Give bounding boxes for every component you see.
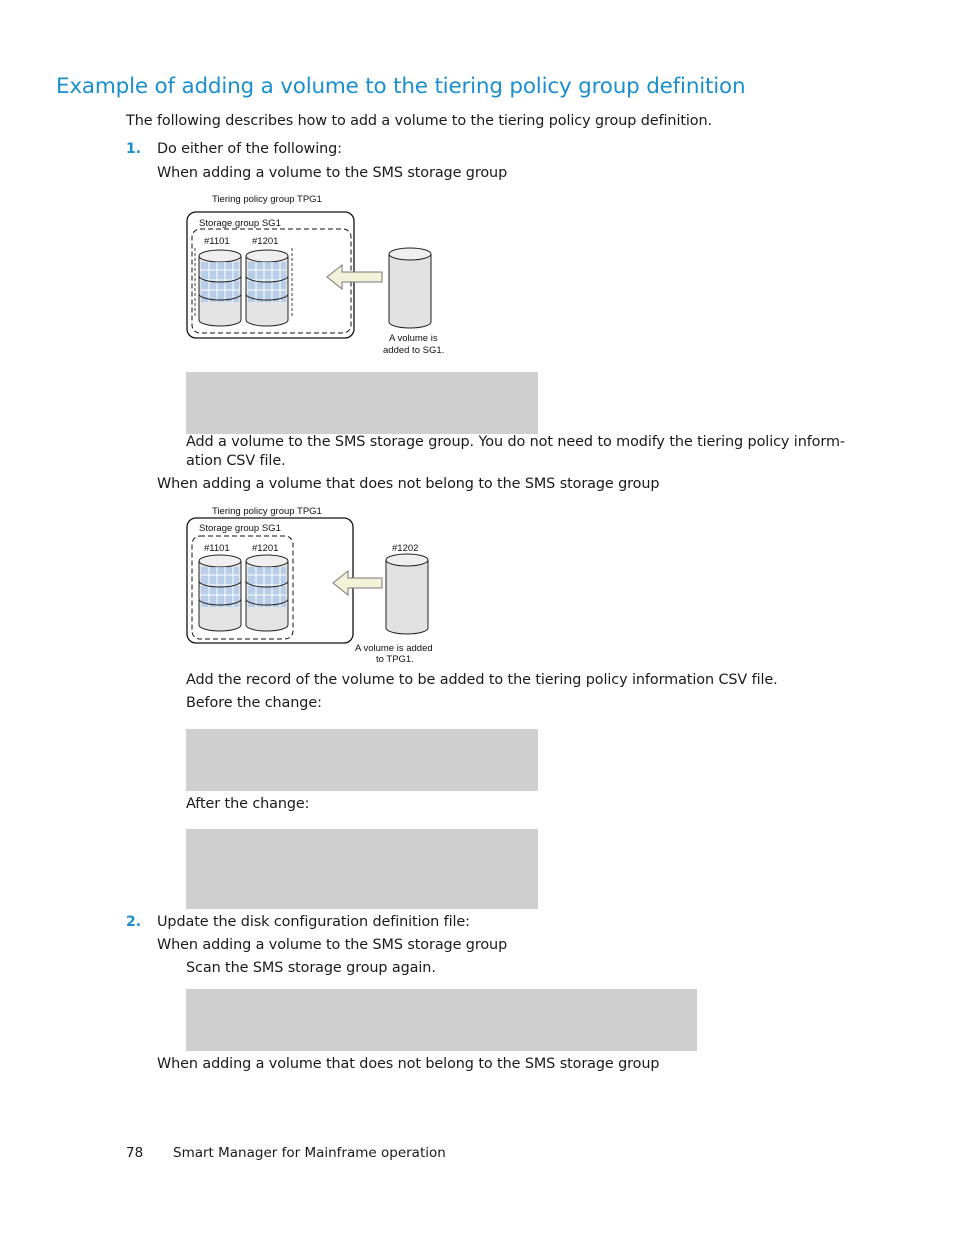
diagram-caption: to TPG1.	[376, 654, 414, 665]
inner-group-label: Storage group SG1	[199, 523, 281, 534]
note-text: ation CSV file.	[186, 453, 286, 469]
volume-label: #1201	[252, 236, 279, 247]
footer-title: Smart Manager for Mainframe operation	[173, 1145, 446, 1161]
volume-label: #1201	[252, 543, 279, 554]
outer-group-label: Tiering policy group TPG1	[212, 194, 322, 205]
diagram-caption: added to SG1.	[383, 345, 445, 356]
step-number: 2.	[126, 914, 142, 930]
code-block	[186, 729, 538, 791]
page-number: 78	[126, 1145, 144, 1161]
inner-group-label: Storage group SG1	[199, 218, 281, 229]
code-block	[186, 829, 538, 909]
code-block	[186, 989, 697, 1051]
note-text: Add the record of the volume to be added to the tiering policy information CSV file.	[186, 672, 778, 688]
page-title: Example of adding a volume to the tiering policy group definition	[56, 74, 746, 99]
step-text: Update the disk configuration definition file:	[157, 914, 470, 930]
diagram-caption: A volume is	[389, 333, 438, 344]
disk-icon	[246, 555, 288, 631]
disk-icon	[199, 250, 241, 326]
case-heading: When adding a volume that does not belong to the SMS storage group	[157, 1056, 660, 1072]
storage-group-diagram	[180, 188, 480, 360]
volume-label: #1202	[392, 543, 419, 554]
disk-icon	[246, 250, 288, 326]
disk-icon	[199, 555, 241, 631]
note-text: Scan the SMS storage group again.	[186, 960, 436, 976]
outer-group-label: Tiering policy group TPG1	[212, 506, 322, 517]
after-label: After the change:	[186, 796, 310, 812]
case-heading: When adding a volume that does not belong to the SMS storage group	[157, 476, 660, 492]
tiering-policy-group-diagram	[180, 500, 480, 668]
case-heading: When adding a volume to the SMS storage group	[157, 937, 508, 953]
arrow-left-icon	[333, 571, 382, 595]
volume-label: #1101	[204, 236, 230, 247]
volume-label: #1101	[204, 543, 230, 554]
step-text: Do either of the following:	[157, 141, 342, 157]
before-label: Before the change:	[186, 695, 322, 711]
intro-text: The following describes how to add a volume to the tiering policy group definition.	[126, 113, 712, 129]
step-number: 1.	[126, 141, 142, 157]
case-heading: When adding a volume to the SMS storage group	[157, 165, 508, 181]
code-block	[186, 372, 538, 434]
diagram-caption: A volume is added	[355, 643, 433, 654]
disk-icon	[389, 248, 431, 328]
note-text: Add a volume to the SMS storage group. You do not need to modify the tiering policy inform-	[186, 434, 845, 450]
disk-icon	[386, 554, 428, 634]
